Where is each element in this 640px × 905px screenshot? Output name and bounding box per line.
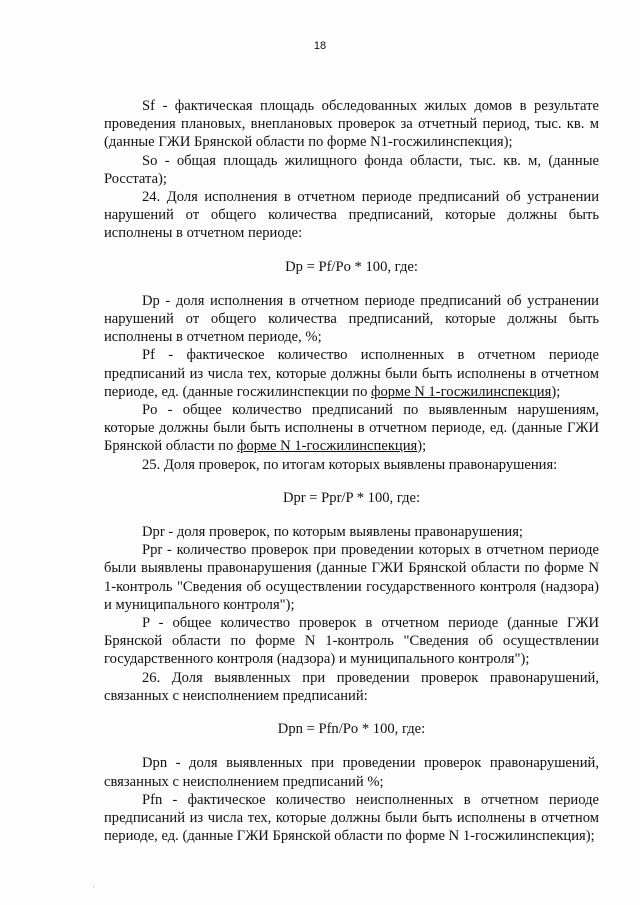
- po-end: );: [417, 438, 427, 455]
- po-form-link[interactable]: форме N 1-госжилинспекция: [236, 438, 418, 455]
- pf-form-link[interactable]: форме N 1-госжилинспекция: [371, 383, 552, 400]
- formula-24: Dp = Pf/Po * 100, где:: [285, 258, 418, 275]
- paragraph-pfn: Pfn - фактическое количество неисполненных в отчетном периоде предписаний из числа тех, которые должны были быть исполнены в отчетном периоде, ед. (данные ГЖИ Брянской области по форме N 1-госжилинспекция);: [104, 791, 599, 845]
- paragraph-item-24: 24. Доля исполнения в отчетном периоде предписаний об устранении нарушений от общего количества предписаний, которые должны быть исполнены в отчетном периоде:: [104, 189, 599, 242]
- pf-text: Pf - фактическое количество исполненных в отчетном периоде предписаний из числа тех, которые должны были быть исполнены в отчетном периоде, ед. (данные госжилинспекции по: [104, 347, 599, 400]
- paragraph-ppr: Ppr - количество проверок при проведении которых в отчетном периоде были выявлены правонарушения (данные ГЖИ Брянской области по форме N 1-контроль "Сведения об осуществлении государственного контроля (надзора) и муниципального контроля");: [104, 542, 599, 613]
- paragraph-so: So - общая площадь жилищного фонда области, тыс. кв. м, (данные Росстата);: [104, 152, 599, 187]
- pf-end: );: [551, 383, 561, 400]
- paragraph-p: P - общее количество проверок в отчетном периоде (данные ГЖИ Брянской области по форме N 1-контроль "Сведения об осуществлении государственного контроля (надзора) и муниципального контроля");: [104, 615, 599, 668]
- scan-mark: ·: [92, 882, 95, 891]
- paragraph-dpn: Dpn - доля выявленных при проведении проверок правонарушений, связанных с неисполнением предписаний %;: [104, 755, 599, 790]
- paragraph-dpr: Dpr - доля проверок, по которым выявлены правонарушения;: [142, 524, 523, 541]
- formula-25: Dpr = Ppr/P * 100, где:: [282, 489, 421, 506]
- document-body: [104, 97, 599, 845]
- paragraph-sf: Sf - фактическая площадь обследованных жилых домов в результате проведения плановых, внеплановых проверок за отчетный период, тыс. кв. м (данные ГЖИ Брянской области по форме N1-госжилинспекция);: [104, 98, 599, 151]
- paragraph-item-25: 25. Доля проверок, по итогам которых выявлены правонарушения:: [142, 456, 558, 473]
- paragraph-po: [104, 401, 599, 456]
- po-text: Po - общее количество предписаний по выявленным нарушениям, которые должны были быть исполнены в отчетном периоде, ед. (данные ГЖИ Брянской области по: [104, 402, 599, 455]
- paragraph-item-26: 26. Доля выявленных при проведении проверок правонарушений, связанных с неисполнением предписаний:: [104, 669, 599, 704]
- paragraph-pf: [104, 346, 599, 401]
- page-number: 18: [313, 40, 327, 52]
- formula-26: Dpn = Pfn/Po * 100, где:: [277, 721, 426, 738]
- paragraph-dp: Dp - доля исполнения в отчетном периоде предписаний об устранении нарушений от общего количества предписаний, которые должны быть исполнены в отчетном периоде, %;: [104, 292, 599, 346]
